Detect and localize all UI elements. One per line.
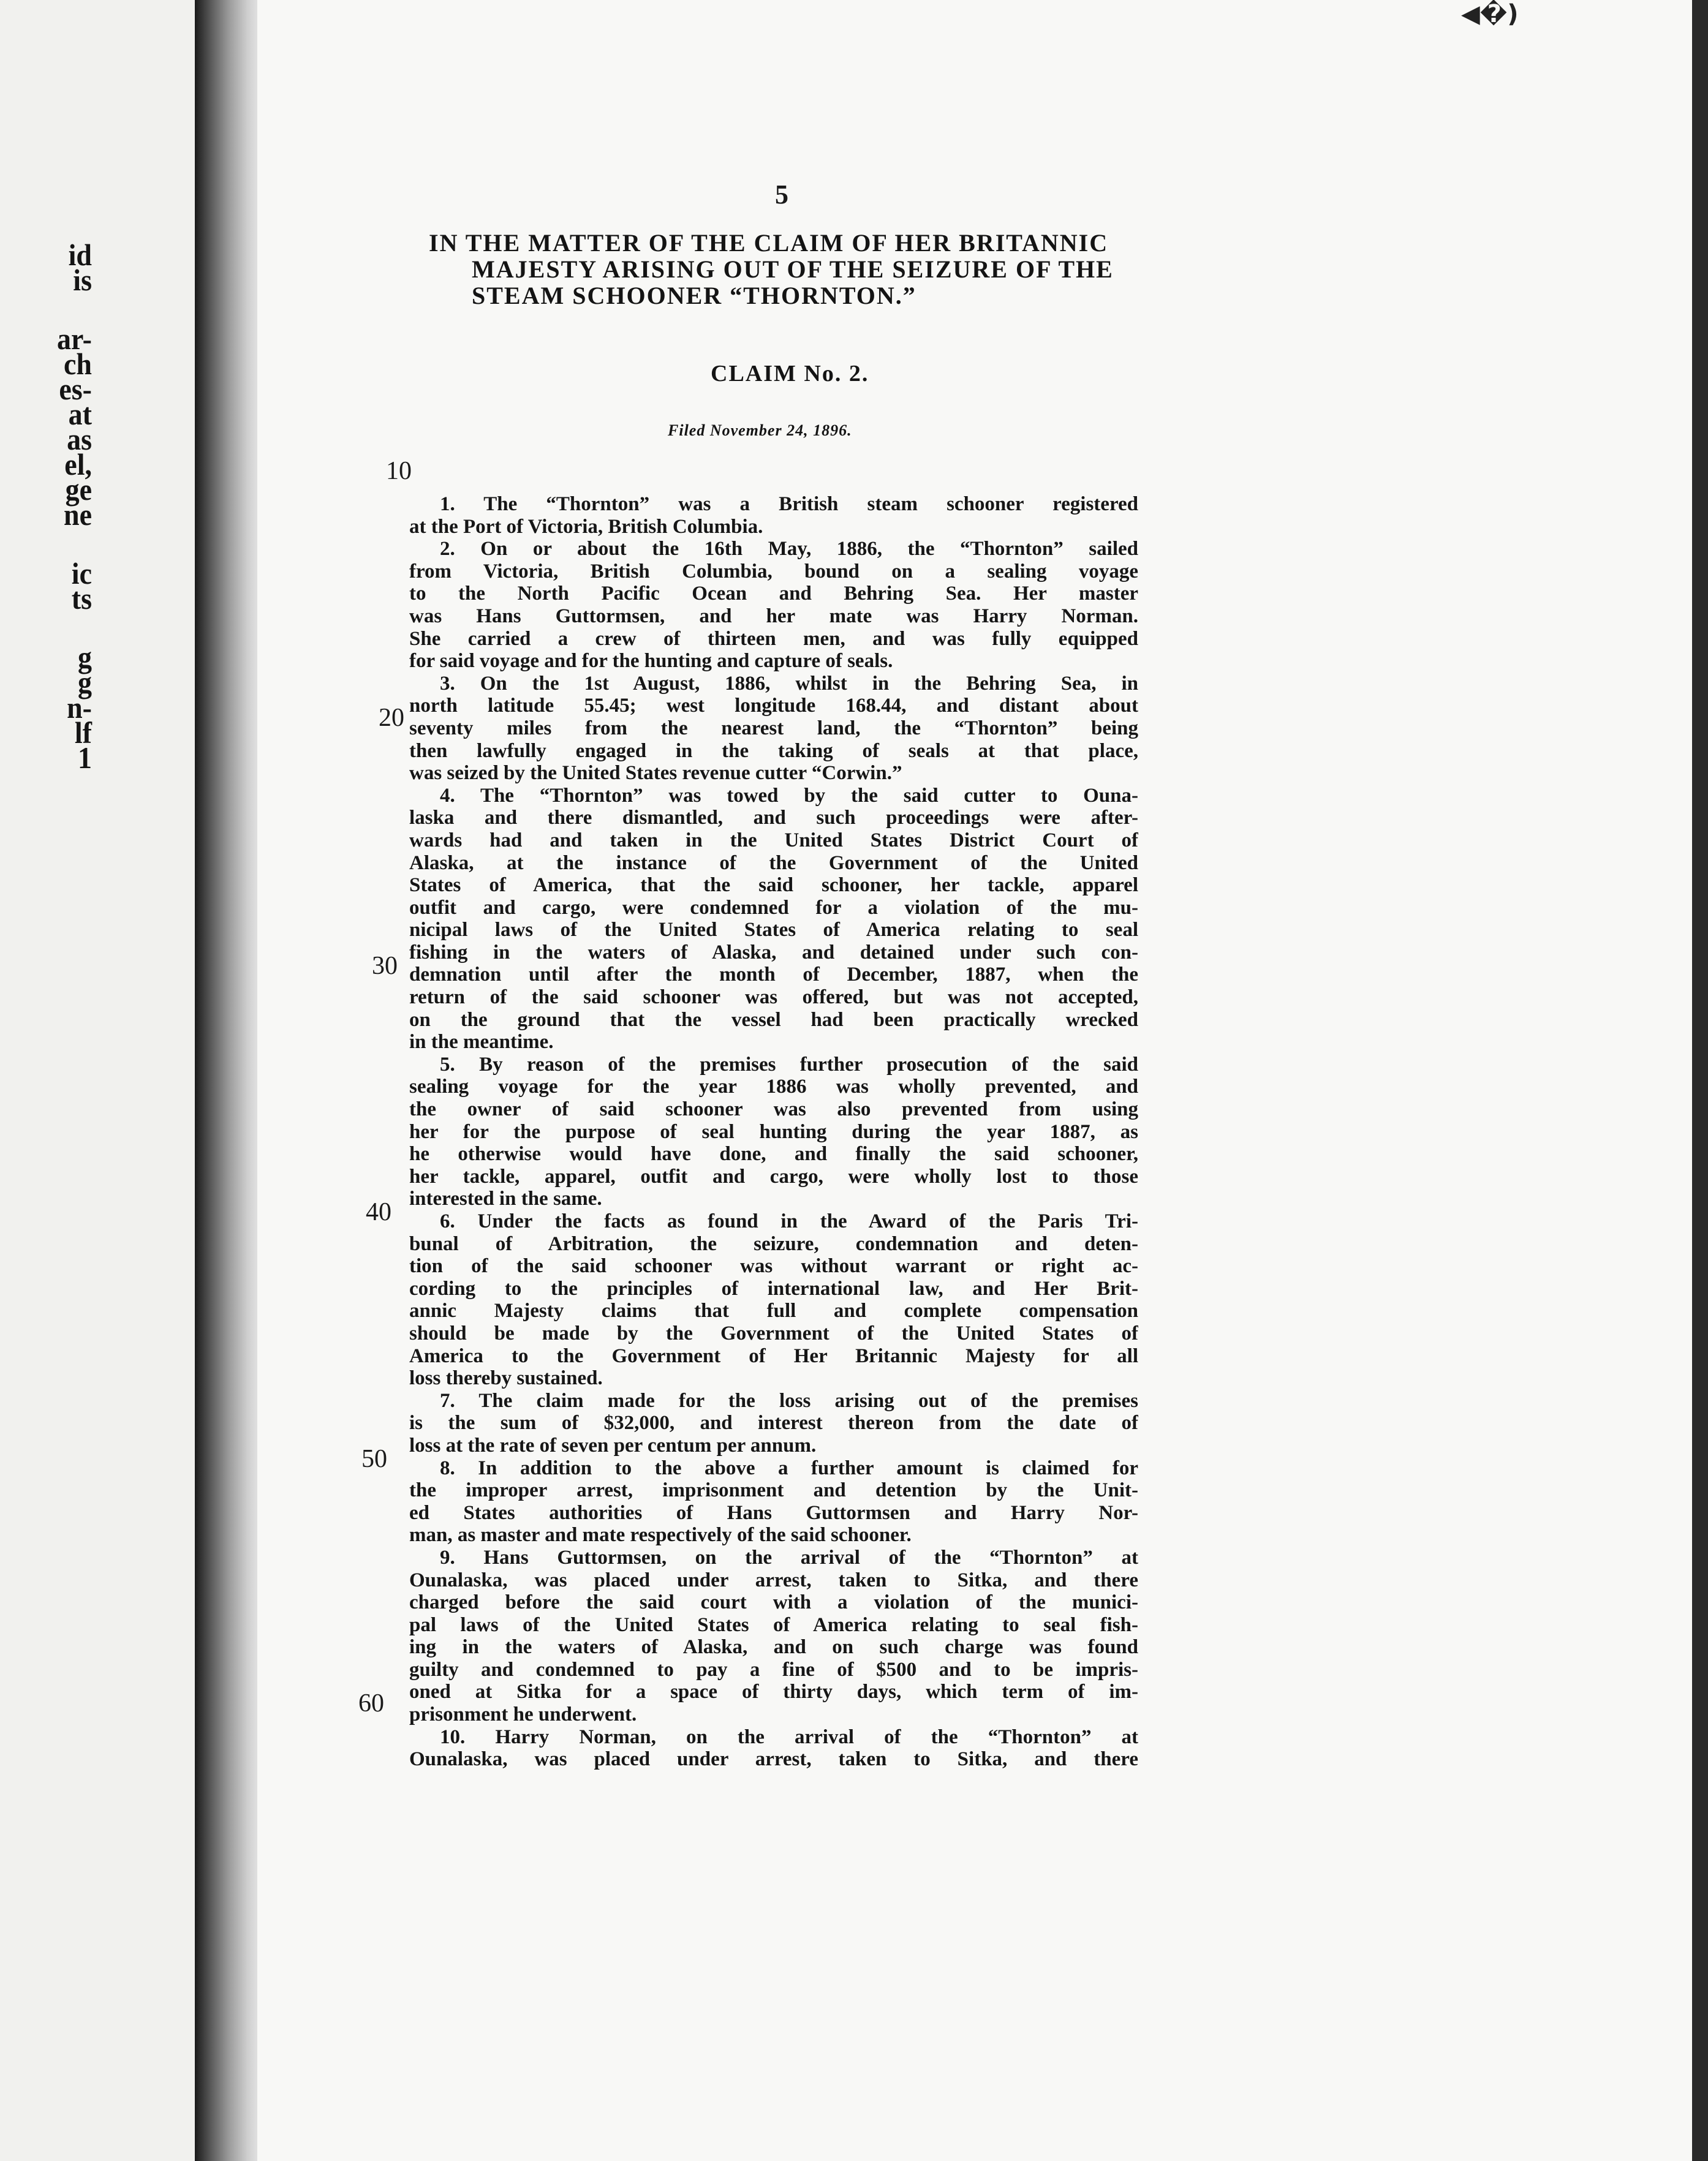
paragraph-5: [409, 1054, 1138, 1210]
left-facing-page: [0, 0, 202, 2161]
text-line: charged before the said court with a violation of the munici-: [409, 1591, 1138, 1614]
text-line: on the ground that the vessel had been practically wrecked: [409, 1008, 1138, 1031]
text-line: laska and there dismantled, and such proceedings were after-: [409, 807, 1138, 829]
heading-line-1: IN THE MATTER OF THE CLAIM OF HER BRITANNIC: [429, 229, 1109, 257]
text-line: 9. Hans Guttormsen, on the arrival of the “Thornton” at: [440, 1546, 1138, 1569]
left-page-fragment: ne: [64, 497, 92, 532]
text-line: outfit and cargo, were condemned for a violation of the mu-: [409, 896, 1138, 919]
text-line: was seized by the United States revenue cutter “Corwin.”: [409, 762, 902, 785]
paragraph-1: [409, 493, 1138, 538]
text-line: oned at Sitka for a space of thirty days, which term of im-: [409, 1681, 1138, 1703]
text-line: demnation until after the month of December, 1887, when the: [409, 964, 1138, 986]
text-line: the improper arrest, imprisonment and detention by the Unit-: [409, 1479, 1138, 1502]
left-page-fragment: g: [78, 640, 92, 674]
left-page-fragment: lf: [74, 715, 92, 750]
paragraph-7: [409, 1390, 1138, 1457]
text-line: the owner of said schooner was also prevented from using: [409, 1098, 1138, 1121]
text-line: sealing voyage for the year 1886 was wholly prevented, and: [409, 1076, 1138, 1098]
text-line: should be made by the Government of the United States of: [409, 1322, 1138, 1344]
text-line: prisonment he underwent.: [409, 1703, 637, 1726]
text-line: for said voyage and for the hunting and capture of seals.: [409, 650, 893, 673]
left-page-fragment: g: [78, 665, 92, 700]
left-page-fragment: [7, 611, 92, 644]
text-line: 1. The “Thornton” was a British steam schooner registered: [440, 493, 1138, 515]
paragraph-6: [409, 1210, 1138, 1390]
text-line: fishing in the waters of Alaska, and detained under such con-: [409, 941, 1138, 964]
left-page-fragment: ic: [71, 556, 92, 590]
text-line: 6. Under the facts as found in the Award of the Paris Tri-: [440, 1210, 1138, 1232]
left-page-fragment: [7, 527, 92, 560]
line-number-50: 50: [361, 1445, 387, 1473]
left-page-fragment: ts: [71, 581, 92, 616]
text-line: loss thereby sustained.: [409, 1367, 603, 1390]
text-line: return of the said schooner was offered, but was not accepted,: [409, 986, 1138, 1009]
left-page-text-fragments: [7, 238, 92, 775]
text-line: was Hans Guttormsen, and her mate was Harry Norman.: [409, 605, 1138, 627]
text-line: her tackle, apparel, outfit and cargo, were wholly lost to those: [409, 1165, 1138, 1188]
text-line: America to the Government of Her Britannic Majesty for all: [409, 1344, 1138, 1367]
text-line: 4. The “Thornton” was towed by the said cutter to Ouna-: [440, 784, 1138, 807]
text-line: ed States authorities of Hans Guttormsen and Harry Nor-: [409, 1501, 1138, 1524]
claim-heading: [429, 230, 1164, 309]
text-line: loss at the rate of seven per centum per annum.: [409, 1434, 817, 1457]
left-page-fragment: is: [73, 263, 92, 297]
line-number-40: 40: [366, 1198, 391, 1226]
left-page-fragment: ch: [64, 347, 92, 381]
text-line: 3. On the 1st August, 1886, whilst in the Behring Sea, in: [440, 672, 1138, 695]
text-line: at the Port of Victoria, British Columbia.: [409, 515, 763, 538]
right-page-edge: [1692, 0, 1708, 2161]
page-number: 5: [775, 179, 788, 209]
text-line: Ounalaska, was placed under arrest, taken to Sitka, and there: [409, 1569, 1138, 1591]
text-line: from Victoria, British Columbia, bound on a sealing voyage: [409, 560, 1138, 583]
text-line: tion of the said schooner was without warrant or right ac-: [409, 1255, 1138, 1278]
left-page-fragment: [7, 292, 92, 326]
left-page-fragment: n-: [67, 690, 92, 725]
left-page-fragment: ar-: [56, 322, 92, 356]
text-line: Ounalaska, was placed under arrest, taken to Sitka, and there: [409, 1748, 1138, 1771]
text-line: he otherwise would have done, and finally the said schooner,: [409, 1143, 1138, 1166]
text-line: is the sum of $32,000, and interest thereon from the date of: [409, 1412, 1138, 1435]
text-line: cording to the principles of international law, and Her Brit-: [409, 1277, 1138, 1300]
filed-date: Filed November 24, 1896.: [668, 421, 852, 439]
paragraph-9: [409, 1547, 1138, 1726]
text-line: 7. The claim made for the loss arising out of the premises: [440, 1389, 1138, 1412]
left-page-fragment: el,: [64, 447, 92, 481]
text-line: bunal of Arbitration, the seizure, condemnation and deten-: [409, 1232, 1138, 1255]
line-number-20: 20: [379, 704, 404, 732]
paragraph-4: [409, 785, 1138, 1054]
text-line: to the North Pacific Ocean and Behring Sea. Her master: [409, 583, 1138, 605]
paragraph-8: [409, 1457, 1138, 1547]
left-page-fragment: ge: [65, 472, 92, 507]
text-line: 2. On or about the 16th May, 1886, the “Thornton” sailed: [440, 538, 1138, 560]
text-line: pal laws of the United States of America relating to seal fish-: [409, 1613, 1138, 1636]
left-page-fragment: id: [68, 238, 92, 272]
text-line: Alaska, at the instance of the Government of the United: [409, 851, 1138, 874]
left-page-fragment: as: [67, 422, 92, 456]
text-line: interested in the same.: [409, 1188, 602, 1210]
text-line: in the meantime.: [409, 1031, 554, 1054]
line-number-30: 30: [372, 952, 398, 980]
claim-number: CLAIM No. 2.: [711, 361, 869, 387]
text-line: ing in the waters of Alaska, and on such charge was found: [409, 1636, 1138, 1659]
text-line: her for the purpose of seal hunting during the year 1887, as: [409, 1120, 1138, 1143]
paragraph-2: [409, 538, 1138, 673]
text-line: States of America, that the said schooner, her tackle, apparel: [409, 874, 1138, 897]
paragraph-10: [409, 1726, 1138, 1771]
text-line: 8. In addition to the above a further amount is claimed for: [440, 1457, 1138, 1479]
line-number-60: 60: [358, 1689, 384, 1718]
text-line: She carried a crew of thirteen men, and was fully equipped: [409, 627, 1138, 650]
left-page-fragment: es-: [59, 372, 92, 406]
text-line: 5. By reason of the premises further prosecution of the said: [440, 1053, 1138, 1076]
text-line: north latitude 55.45; west longitude 168.44, and distant about: [409, 695, 1138, 717]
text-line: guilty and condemned to pay a fine of $500 and to be impris-: [409, 1658, 1138, 1681]
left-page-fragment: 1: [78, 741, 92, 775]
text-line: wards had and taken in the United States District Court of: [409, 829, 1138, 851]
text-line: then lawfully engaged in the taking of seals at that place,: [409, 739, 1138, 762]
heading-line-2: MAJESTY ARISING OUT OF THE SEIZURE OF THE: [472, 255, 1114, 283]
text-line: annic Majesty claims that full and complete compensation: [409, 1300, 1138, 1322]
text-line: seventy miles from the nearest land, the “Thornton” being: [409, 717, 1138, 739]
left-page-fragment: at: [68, 397, 92, 431]
line-number-10: 10: [386, 457, 412, 485]
text-line: 10. Harry Norman, on the arrival of the “Thornton” at: [440, 1725, 1138, 1748]
paragraph-3: [409, 673, 1138, 785]
corner-mark: ◀�): [1461, 0, 1519, 28]
text-line: man, as master and mate respectively of the said schooner.: [409, 1524, 912, 1547]
text-line: nicipal laws of the United States of America relating to seal: [409, 919, 1138, 941]
claim-body-text: [409, 493, 1138, 1771]
heading-line-3: STEAM SCHOONER “THORNTON.”: [472, 282, 916, 309]
